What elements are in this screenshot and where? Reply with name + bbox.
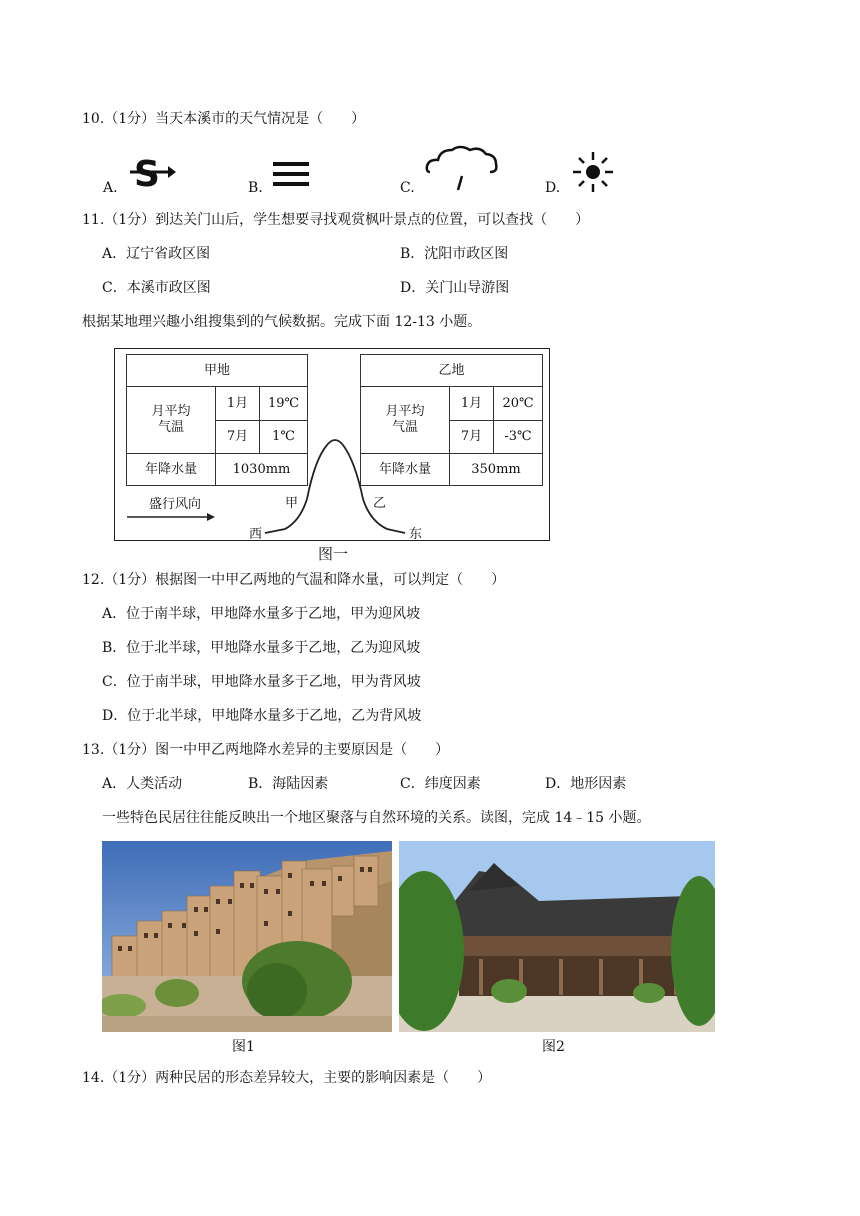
q11-option-c[interactable]: C．本溪市政区图 bbox=[102, 280, 211, 296]
q13-option-d[interactable]: D．地形因素 bbox=[545, 776, 627, 792]
figure-1 bbox=[114, 348, 550, 541]
right-jan-label: 1月 bbox=[449, 386, 494, 421]
q12-option-b[interactable]: B．位于北半球，甲地降水量多于乙地，乙为迎风坡 bbox=[102, 640, 421, 656]
sandstorm-icon bbox=[128, 152, 176, 192]
question-11-stem: 11.（1分）到达关门山后，学生想要寻找观赏枫叶景点的位置，可以查找（ ） bbox=[82, 212, 590, 228]
photo-1-caption: 图1 bbox=[232, 1039, 255, 1055]
photo-mudbrick-dwellings bbox=[102, 841, 392, 1032]
right-jul-value: -3℃ bbox=[493, 420, 543, 454]
question-10-stem: 10.（1分）当天本溪市的天气情况是（ ） bbox=[82, 111, 366, 127]
left-precip-label: 年降水量 bbox=[126, 453, 216, 486]
q10-option-b-letter: B. bbox=[248, 180, 263, 196]
q11-option-a[interactable]: A．辽宁省政区图 bbox=[102, 246, 211, 262]
question-12-stem: 12.（1分）根据图一中甲乙两地的气温和降水量，可以判定（ ） bbox=[82, 572, 506, 588]
east-label: 东 bbox=[409, 527, 423, 542]
intro-14-15: 一些特色民居往往能反映出一个地区聚落与自然环境的关系。读图，完成 14﹣15 小题。 bbox=[102, 810, 651, 826]
question-14-stem: 14.（1分）两种民居的形态差异较大，主要的影响因素是（ ） bbox=[82, 1070, 492, 1086]
question-13-stem: 13.（1分）图一中甲乙两地降水差异的主要原因是（ ） bbox=[82, 742, 450, 758]
right-temp-label: 月平均 气温 bbox=[360, 386, 450, 454]
svg-text:S: S bbox=[134, 154, 160, 192]
q12-option-d[interactable]: D．位于北半球，甲地降水量多于乙地，乙为背风坡 bbox=[102, 708, 422, 724]
left-jan-value: 19℃ bbox=[259, 386, 308, 421]
right-precip-label: 年降水量 bbox=[360, 453, 450, 486]
left-table-title: 甲地 bbox=[126, 354, 308, 387]
left-jan-label: 1月 bbox=[215, 386, 260, 421]
q10-option-c-letter: C. bbox=[400, 180, 415, 196]
light-rain-icon bbox=[424, 142, 500, 194]
q12-option-c[interactable]: C．位于南半球，甲地降水量多于乙地，甲为背风坡 bbox=[102, 674, 421, 690]
right-table-title: 乙地 bbox=[360, 354, 543, 387]
q10-option-d-letter: D. bbox=[545, 180, 561, 196]
west-label: 西 bbox=[249, 527, 263, 542]
left-precip-value: 1030mm bbox=[215, 453, 308, 486]
right-precip-value: 350mm bbox=[449, 453, 543, 486]
yi-point-label: 乙 bbox=[373, 496, 387, 511]
q11-option-b[interactable]: B．沈阳市政区图 bbox=[400, 246, 509, 262]
q13-option-a[interactable]: A．人类活动 bbox=[102, 776, 183, 792]
left-jul-label: 7月 bbox=[215, 420, 260, 454]
intro-12-13: 根据某地理兴趣小组搜集到的气候数据。完成下面 12-13 小题。 bbox=[82, 314, 482, 330]
q12-option-a[interactable]: A．位于南半球，甲地降水量多于乙地，甲为迎风坡 bbox=[102, 606, 421, 622]
right-jan-value: 20℃ bbox=[493, 386, 543, 421]
left-jul-value: 1℃ bbox=[259, 420, 308, 454]
photo-2-caption: 图2 bbox=[542, 1039, 565, 1055]
fog-icon bbox=[273, 160, 309, 190]
mountain-profile bbox=[115, 349, 551, 542]
q13-option-c[interactable]: C．纬度因素 bbox=[400, 776, 481, 792]
right-jul-label: 7月 bbox=[449, 420, 494, 454]
q13-option-b[interactable]: B．海陆因素 bbox=[248, 776, 329, 792]
left-temp-label: 月平均 气温 bbox=[126, 386, 216, 454]
figure-1-caption: 图一 bbox=[318, 545, 349, 563]
q10-option-a-letter: A. bbox=[103, 180, 118, 196]
sunny-icon bbox=[571, 150, 615, 194]
q11-option-d[interactable]: D．关门山导游图 bbox=[400, 280, 510, 296]
photo-wooden-house bbox=[399, 841, 715, 1032]
jia-point-label: 甲 bbox=[285, 496, 299, 511]
wind-direction-label: 盛行风向 bbox=[149, 497, 202, 512]
